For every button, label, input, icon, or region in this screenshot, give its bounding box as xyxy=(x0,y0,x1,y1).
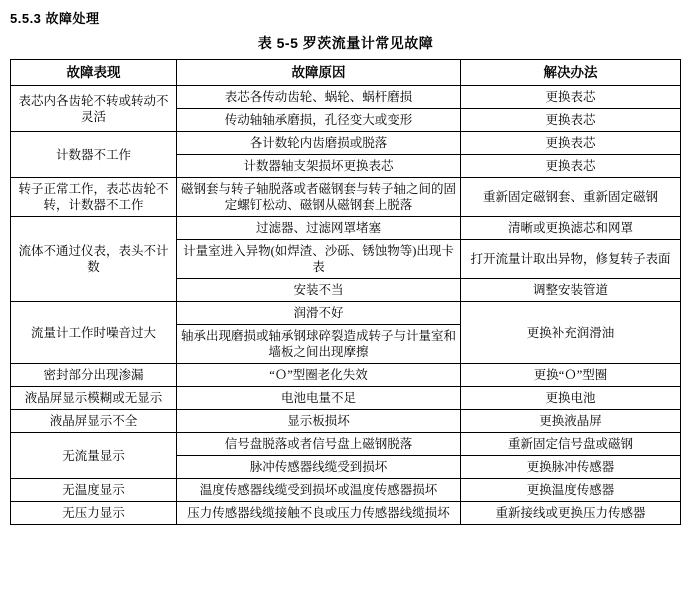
table-body xyxy=(11,86,681,525)
table-row xyxy=(11,217,681,240)
solution-cell: 更换表芯 xyxy=(461,86,681,109)
fault-table xyxy=(10,59,681,525)
solution-cell: 重新固定磁钢套、重新固定磁钢 xyxy=(461,178,681,217)
table-row xyxy=(11,302,681,325)
fault-cell: 表芯内各齿轮不转或转动不灵活 xyxy=(11,86,177,132)
fault-cell: 计数器不工作 xyxy=(11,132,177,178)
table-row xyxy=(11,132,681,155)
cause-cell: 计数器轴支架损坏更换表芯 xyxy=(177,155,461,178)
table-row xyxy=(11,364,681,387)
fault-cell: 无压力显示 xyxy=(11,502,177,525)
solution-cell: 更换电池 xyxy=(461,387,681,410)
solution-cell: 更换表芯 xyxy=(461,155,681,178)
table-caption: 表 5-5 罗茨流量计常见故障 xyxy=(257,35,434,51)
fault-cell: 液晶屏显示模糊或无显示 xyxy=(11,387,177,410)
column-header-cause: 故障原因 xyxy=(177,60,461,86)
table-header-row xyxy=(11,60,681,86)
fault-cell: 密封部分出现渗漏 xyxy=(11,364,177,387)
solution-cell: 调整安装管道 xyxy=(461,279,681,302)
section-heading: 5.5.3 故障处理 xyxy=(10,11,100,26)
column-header-solution: 解决办法 xyxy=(461,60,681,86)
table-row xyxy=(11,502,681,525)
cause-cell: 压力传感器线缆接触不良或压力传感器线缆损坏 xyxy=(177,502,461,525)
table-row xyxy=(11,410,681,433)
table-row xyxy=(11,178,681,217)
fault-cell: 无流量显示 xyxy=(11,433,177,479)
solution-cell: 更换“Ｏ”型圈 xyxy=(461,364,681,387)
cause-cell: 温度传感器线缆受到损坏或温度传感器损坏 xyxy=(177,479,461,502)
fault-cell: 流量计工作时噪音过大 xyxy=(11,302,177,364)
solution-cell: 更换补充润滑油 xyxy=(461,302,681,364)
solution-cell: 重新接线或更换压力传感器 xyxy=(461,502,681,525)
cause-cell: 过滤器、过滤网罩堵塞 xyxy=(177,217,461,240)
table-row xyxy=(11,479,681,502)
solution-cell: 更换液晶屏 xyxy=(461,410,681,433)
table-row xyxy=(11,433,681,456)
fault-cell: 无温度显示 xyxy=(11,479,177,502)
column-header-fault: 故障表现 xyxy=(11,60,177,86)
cause-cell: 磁钢套与转子轴脱落或者磁钢套与转子轴之间的固定螺钉松动、磁钢从磁钢套上脱落 xyxy=(177,178,461,217)
cause-cell: 计量室进入异物(如焊渣、沙砾、锈蚀物等)出现卡表 xyxy=(177,240,461,279)
cause-cell: 轴承出现磨损或轴承钢球碎裂造成转子与计量室和墙板之间出现摩擦 xyxy=(177,325,461,364)
table-row xyxy=(11,86,681,109)
fault-cell: 转子正常工作，表芯齿轮不转，计数器不工作 xyxy=(11,178,177,217)
solution-cell: 更换脉冲传感器 xyxy=(461,456,681,479)
solution-cell: 更换表芯 xyxy=(461,109,681,132)
cause-cell: “Ｏ”型圈老化失效 xyxy=(177,364,461,387)
cause-cell: 润滑不好 xyxy=(177,302,461,325)
cause-cell: 传动轴轴承磨损，孔径变大或变形 xyxy=(177,109,461,132)
cause-cell: 各计数轮内齿磨损或脱落 xyxy=(177,132,461,155)
solution-cell: 更换表芯 xyxy=(461,132,681,155)
solution-cell: 重新固定信号盘或磁钢 xyxy=(461,433,681,456)
cause-cell: 脉冲传感器线缆受到损坏 xyxy=(177,456,461,479)
cause-cell: 安装不当 xyxy=(177,279,461,302)
solution-cell: 更换温度传感器 xyxy=(461,479,681,502)
solution-cell: 打开流量计取出异物，修复转子表面 xyxy=(461,240,681,279)
fault-cell: 液晶屏显示不全 xyxy=(11,410,177,433)
fault-cell: 流体不通过仪表，表头不计数 xyxy=(11,217,177,302)
solution-cell: 清晰或更换滤芯和网罩 xyxy=(461,217,681,240)
cause-cell: 电池电量不足 xyxy=(177,387,461,410)
cause-cell: 显示板损坏 xyxy=(177,410,461,433)
cause-cell: 信号盘脱落或者信号盘上磁钢脱落 xyxy=(177,433,461,456)
cause-cell: 表芯各传动齿轮、蜗轮、蜗杆磨损 xyxy=(177,86,461,109)
table-row xyxy=(11,387,681,410)
